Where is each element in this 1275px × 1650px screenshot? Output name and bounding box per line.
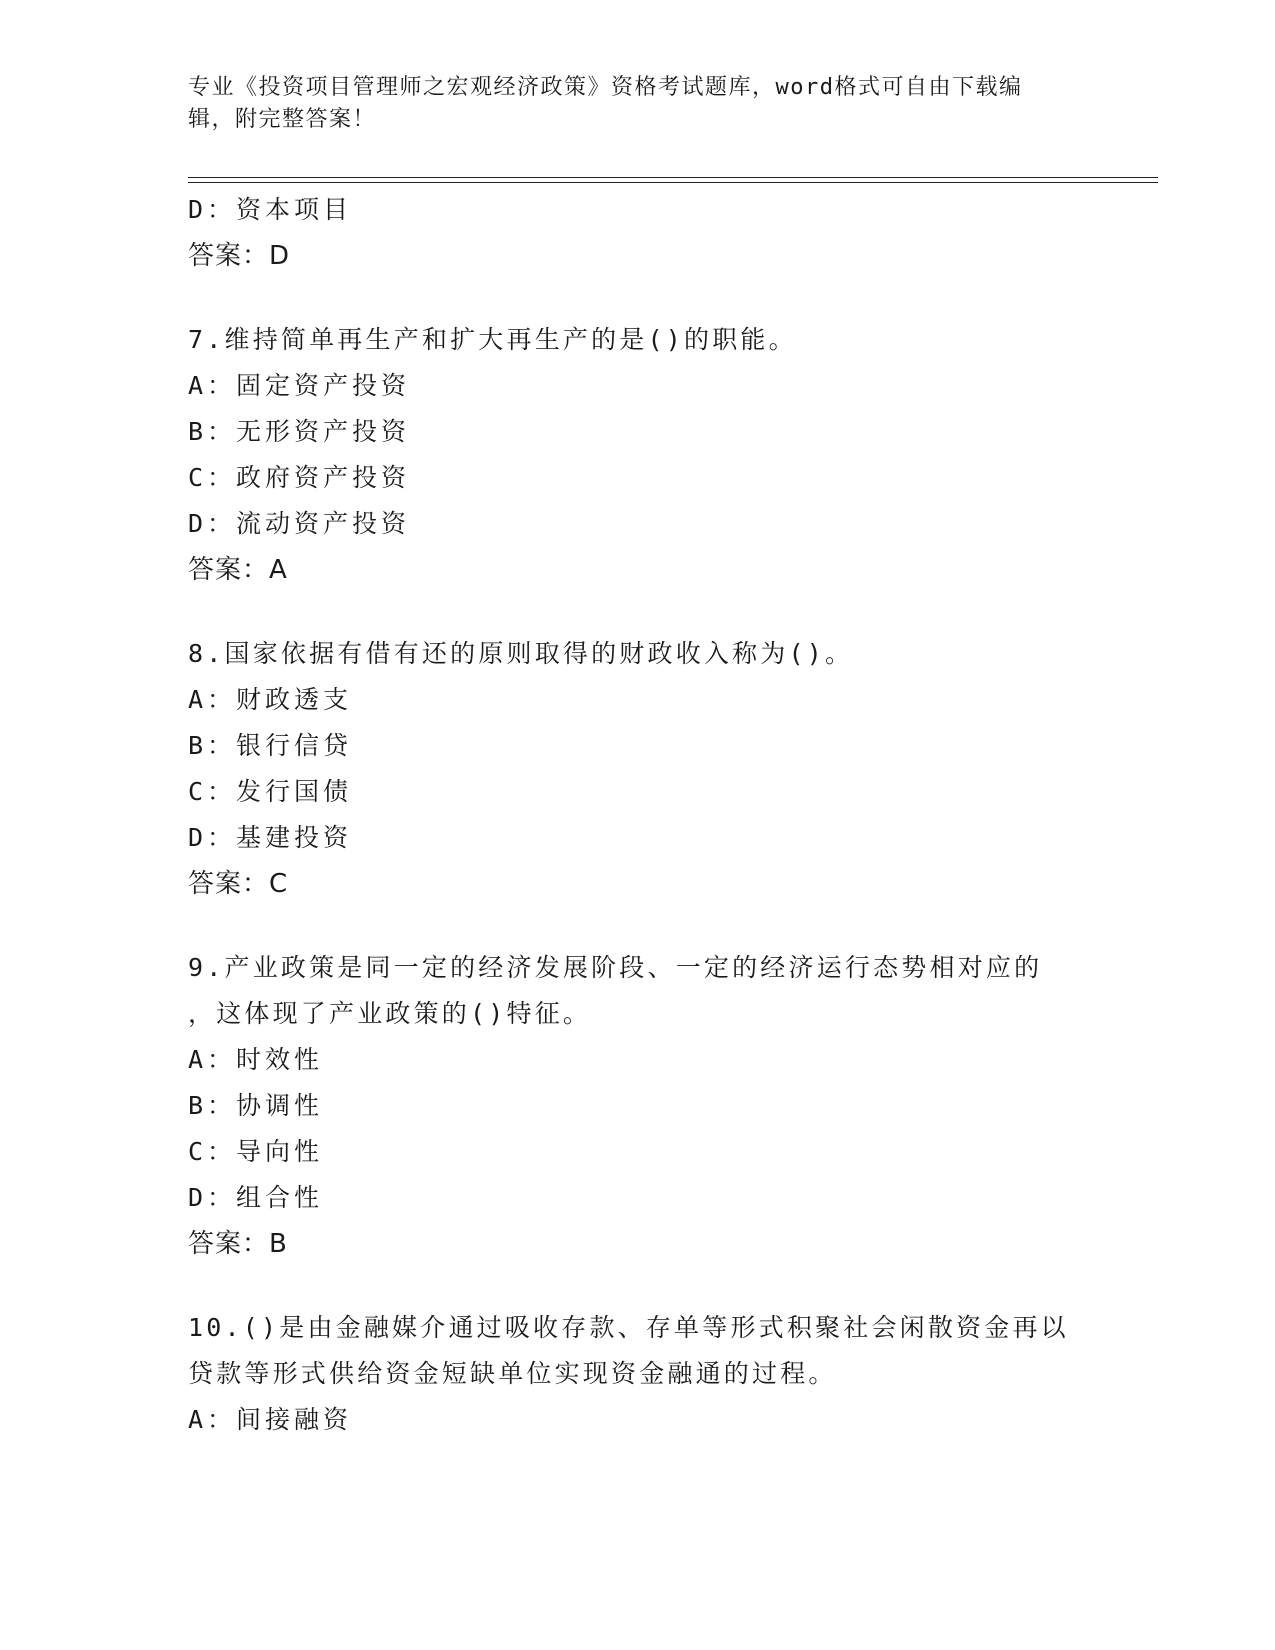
question-text-continued: ，这体现了产业政策的()特征。 — [188, 999, 592, 1028]
option-d: D：流动资产投资 — [188, 509, 411, 538]
option-b: B：无形资产投资 — [188, 417, 411, 446]
answer: 答案：D — [188, 241, 291, 271]
question-text-continued: 贷款等形式供给资金短缺单位实现资金融通的过程。 — [188, 1359, 837, 1388]
option-a: A：间接融资 — [188, 1405, 353, 1434]
option-a: A：财政透支 — [188, 685, 353, 714]
document-header: 专业《投资项目管理师之宏观经济政策》资格考试题库，word格式可自由下载编辑，附完整答案！ — [188, 75, 1023, 132]
option-c: C：导向性 — [188, 1137, 324, 1166]
option-b: B：银行信贷 — [188, 731, 353, 760]
answer: 答案：B — [188, 1229, 288, 1259]
question-text: 7.维持简单再生产和扩大再生产的是()的职能。 — [188, 325, 797, 354]
answer: 答案：A — [188, 555, 288, 585]
question-text: 9.产业政策是同一定的经济发展阶段、一定的经济运行态势相对应的 — [188, 953, 1043, 982]
question-text: 10.()是由金融媒介通过吸收存款、存单等形式积聚社会闲散资金再以 — [188, 1313, 1069, 1342]
option-b: B：协调性 — [188, 1091, 324, 1120]
option-c: C：政府资产投资 — [188, 463, 411, 492]
option-d: D：组合性 — [188, 1183, 324, 1212]
option-a: A：固定资产投资 — [188, 371, 411, 400]
document-body — [188, 187, 1088, 1443]
question-text: 8.国家依据有借有还的原则取得的财政收入称为()。 — [188, 639, 854, 668]
answer: 答案：C — [188, 869, 289, 899]
option-c: C：发行国债 — [188, 777, 353, 806]
option-d: D：资本项目 — [188, 195, 353, 224]
option-a: A：时效性 — [188, 1045, 324, 1074]
option-d: D：基建投资 — [188, 823, 353, 852]
header-rule-top — [188, 177, 1158, 178]
header-rule-bottom — [188, 182, 1158, 183]
